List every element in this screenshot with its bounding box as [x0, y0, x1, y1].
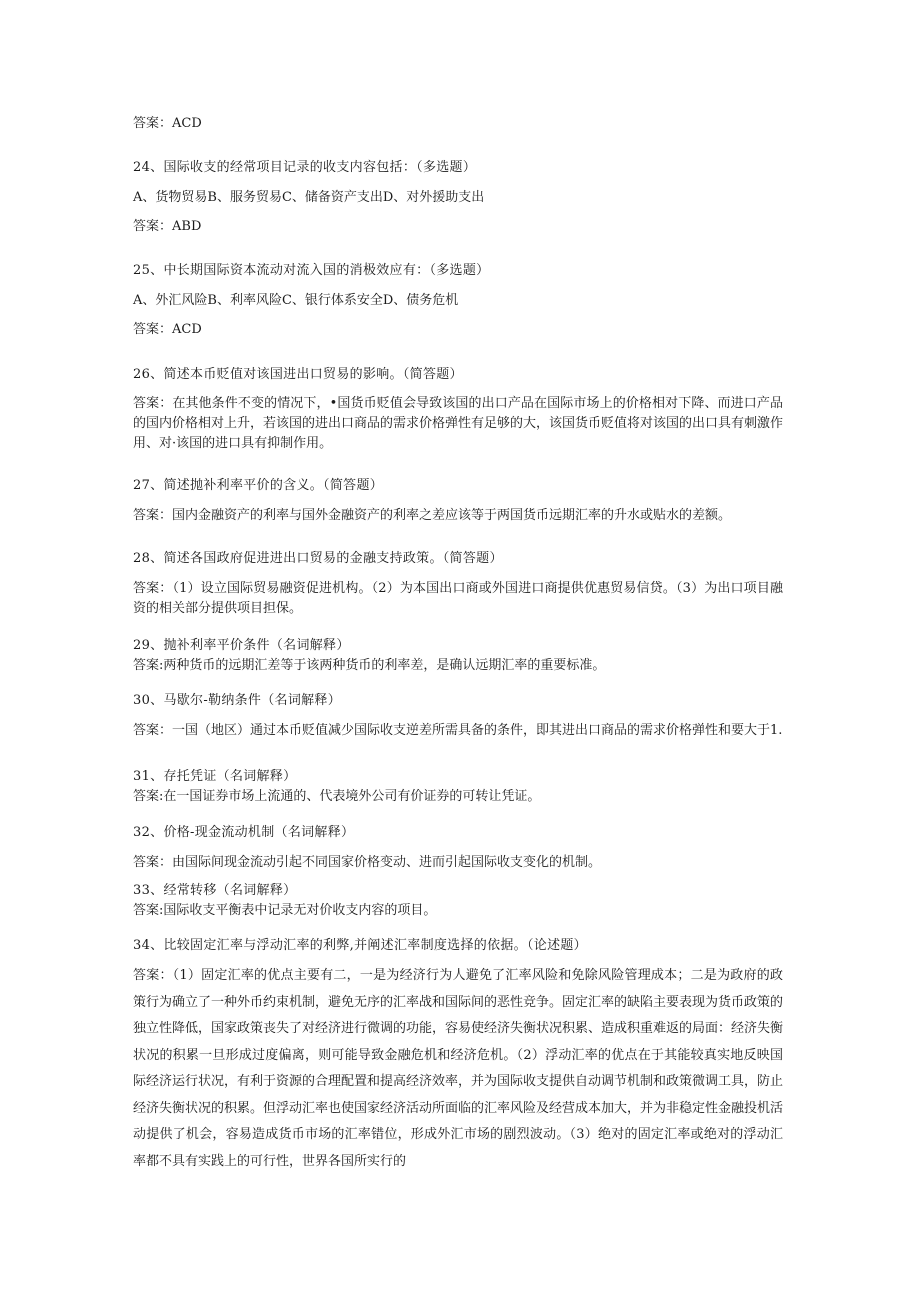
- question-29: 29、抛补利率平价条件（名词解释）: [133, 638, 350, 653]
- answer-26: 答案：在其他条件不变的情况下，•国货币贬值会导致该国的出口产品在国际市场上的价格相对下降、而进口产品的国内价格相对上升，若该国的进出口商品的需求价格弹性有足够的大，该国货币贬值将对该国的出口具有刺激作用、对·该国的进口具有抑制作用。: [133, 396, 784, 451]
- question-30: 30、马歇尔-勒纳条件（名词解释）: [133, 693, 342, 708]
- answer-34: 答案：（1）固定汇率的优点主要有二，一是为经济行为人避免了汇率风险和免除风险管理成本；二是为政府的政策行为确立了一种外币约束机制，避免无序的汇率战和国际间的恶性竞争。固定汇率的缺陷主要表现为货币政策的独立性降低，国家政策丧失了对经济进行微调的功能，容易使经济失衡状况积累、造成积重难返的局面：经济失衡状况的积累一旦形成过度偏离，则可能导致金融危机和经济危机。（2）浮动汇率的优点在于其能较真实地反映国际经济运行状况，有利于资源的合理配置和提高经济效率，并为国际收支提供自动调节机制和政策微调工具，防止经济失衡状况的积累。但浮动汇率也使国家经济活动所面临的汇率风险及经营成本加大，并为非稳定性金融投机活动提供了机会，容易造成货币市场的汇率错位，形成外汇市场的剧烈波动。（3）绝对的固定汇率或绝对的浮动汇率都不具有实践上的可行性，世界各国所实行的: [133, 968, 784, 1169]
- answer-30: 答案：一国（地区）通过本币贬值减少国际收支逆差所需具备的条件，即其进出口商品的需求价格弹性和要大于1.: [133, 723, 783, 738]
- options-25: A、外汇风险B、利率风险C、银行体系安全D、债务危机: [133, 293, 459, 308]
- answer-24: 答案：ABD: [133, 219, 202, 234]
- answer-25: 答案：ACD: [133, 322, 202, 337]
- answer-29: 答案:两种货币的远期汇差等于该两种货币的利率差，是确认远期汇率的重要标准。: [133, 658, 606, 673]
- question-27: 27、简述抛补利率平价的含义。（简答题）: [133, 478, 384, 493]
- answer-23: 答案：ACD: [133, 116, 202, 131]
- answer-32: 答案：由国际间现金流动引起不同国家价格变动、进而引起国际收支变化的机制。: [133, 855, 602, 870]
- question-32: 32、价格-现金流动机制（名词解释）: [133, 825, 355, 840]
- answer-28: 答案：（1）设立国际贸易融资促进机构。（2）为本国出口商或外国进口商提供优惠贸易信贷。（3）为出口项目融资的相关部分提供项目担保。: [133, 581, 783, 616]
- answer-31: 答案:在一国证券市场上流通的、代表境外公司有价证券的可转让凭证。: [133, 789, 541, 804]
- question-34: 34、比较固定汇率与浮动汇率的利弊,并阐述汇率制度选择的依据。（论述题）: [133, 938, 587, 953]
- options-24: A、货物贸易B、服务贸易C、储备资产支出D、对外援助支出: [133, 190, 485, 205]
- question-28: 28、简述各国政府促进进出口贸易的金融支持政策。（简答题）: [133, 551, 503, 566]
- question-31: 31、存托凭证（名词解释）: [133, 769, 297, 784]
- answer-33: 答案:国际收支平衡表中记录无对价收支内容的项目。: [133, 903, 437, 918]
- question-26: 26、简述本币贬值对该国进出口贸易的影响。（简答题）: [133, 367, 463, 382]
- answer-27: 答案：国内金融资产的利率与国外金融资产的利率之差应该等于两国货币远期汇率的升水或贴水的差额。: [133, 508, 732, 523]
- question-25: 25、中长期国际资本流动对流入国的消极效应有：（多选题）: [133, 263, 490, 278]
- question-33: 33、经常转移（名词解释）: [133, 883, 297, 898]
- question-24: 24、国际收支的经常项目记录的收支内容包括：（多选题）: [133, 160, 477, 175]
